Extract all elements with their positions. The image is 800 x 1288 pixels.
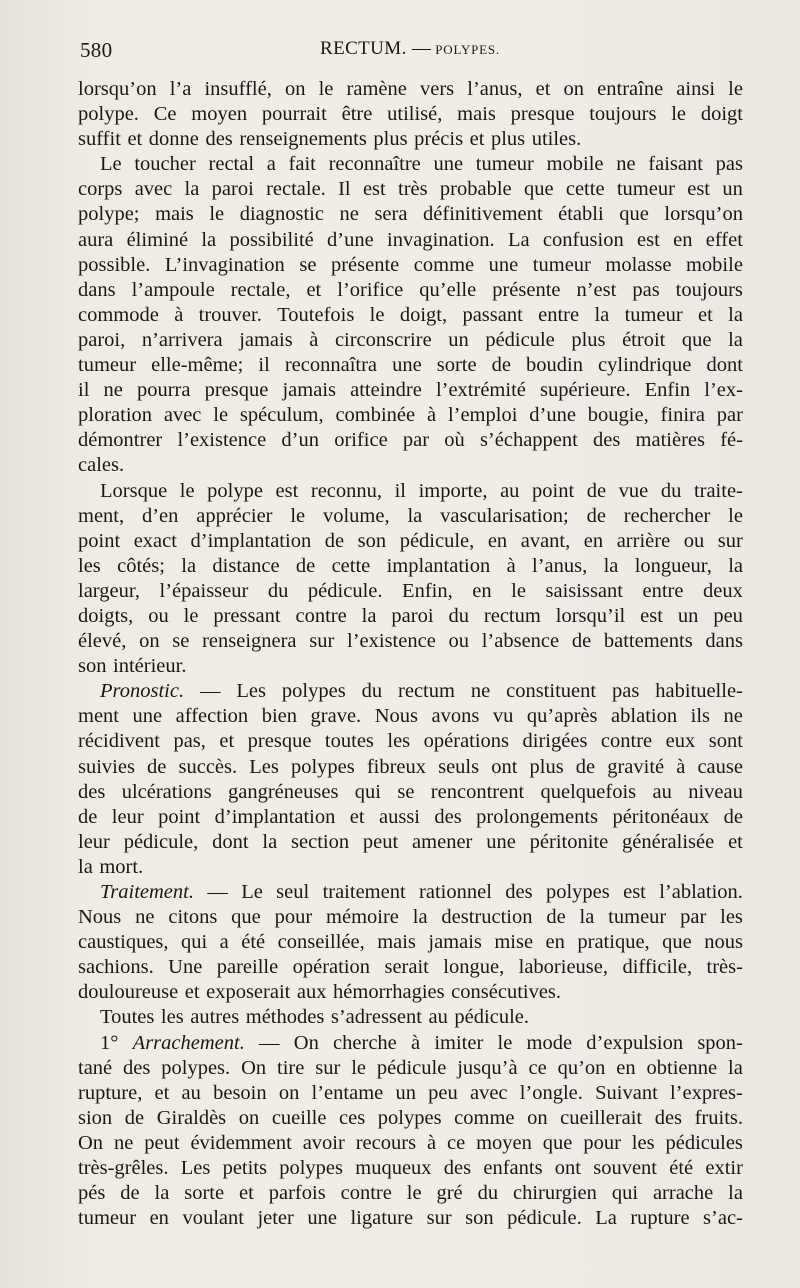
text-line: polype. Ce moyen pourrait être utilisé, mais presque toujours le doigt — [78, 103, 743, 126]
text-line: cales. — [78, 454, 125, 477]
text-line: suivies de succès. Les polypes fibreux seuls ont plus de gravité à cause — [78, 755, 743, 778]
text-line: 1° Arrachement. — On cherche à imiter le mode d’expulsion spon- — [100, 1031, 743, 1054]
text-line: dans l’ampoule rectale, et l’orifice qu’elle présente n’est pas toujours — [78, 278, 743, 301]
page-header — [80, 38, 742, 68]
text-line: tumeur en voulant jeter une ligature sur son pédicule. La rupture s’ac- — [78, 1207, 743, 1230]
text-line: lorsqu’on l’a insufflé, on le ramène vers l’anus, et on entraîne ainsi le — [78, 78, 743, 100]
text-line: commode à trouver. Toutefois le doigt, passant entre la tumeur et la — [78, 303, 743, 326]
text-line: très-grêles. Les petits polypes muqueux des enfants ont souvent été extir — [78, 1157, 743, 1180]
text-line: Pronostic. — Les polypes du rectum ne constituent pas habituelle- — [100, 680, 743, 703]
text-line: Le toucher rectal a fait reconnaître une tumeur mobile ne faisant pas — [100, 153, 743, 176]
text-line: polype; mais le diagnostic ne sera définitivement établi que lorsqu’on — [78, 203, 743, 226]
text-line: paroi, n’arrivera jamais à circonscrire un pédicule plus étroit que la — [78, 328, 743, 351]
text-line: démontrer l’existence d’un orifice par où s’échappent des matières fé- — [78, 429, 743, 452]
text-line: possible. L’invagination se présente comme une tumeur molasse mobile — [78, 253, 743, 276]
text-line: pés de la sorte et parfois contre le gré du chirurgien qui arrache la — [78, 1182, 743, 1205]
body-text — [78, 77, 743, 1231]
text-line: la mort. — [78, 855, 144, 878]
text-line: tumeur elle-même; il reconnaîtra une sorte de boudin cylindrique dont — [78, 354, 743, 377]
text-line: leur pédicule, dont la section peut amener une péritonite généralisée et — [78, 830, 743, 853]
text-line: doigts, ou le pressant contre la paroi du rectum lorsqu’il est un peu — [78, 604, 743, 627]
text-line: caustiques, qui a été conseillée, mais jamais mise en pratique, que nous — [78, 931, 743, 954]
text-line: son intérieur. — [78, 655, 187, 678]
text-line: récidivent pas, et presque toutes les opérations dirigées contre eux sont — [78, 730, 743, 753]
text-line: rupture, et au besoin on l’entame un peu avec l’ongle. Suivant l’expres- — [78, 1081, 743, 1104]
text-line: Traitement. — Le seul traitement rationnel des polypes est l’ablation. — [100, 881, 743, 903]
text-line: suffit et donne des renseignements plus précis et plus utiles. — [78, 128, 582, 151]
text-line: aura éliminé la possibilité d’une invagination. La confusion est en effet — [78, 228, 743, 251]
text-line: Lorsque le polype est reconnu, il importe, au point de vue du traite- — [100, 479, 743, 502]
text-line: douloureuse et exposerait aux hémorrhagies consécutives. — [78, 981, 562, 1004]
text-line: ment une affection bien grave. Nous avons vu qu’après ablation ils ne — [78, 705, 743, 728]
text-line: Nous ne citons que pour mémoire la destruction de la tumeur par les — [78, 906, 743, 929]
text-line: tané des polypes. On tire sur le pédicule jusqu’à ce qu’on en obtienne la — [78, 1056, 743, 1079]
text-line: largeur, l’épaisseur du pédicule. Enfin, en le saisissant entre deux — [78, 579, 743, 602]
text-line: élevé, on se renseignera sur l’existence ou l’absence de battements dans — [78, 630, 743, 653]
text-line: On ne peut évidemment avoir recours à ce moyen que pour les pédicules — [78, 1131, 743, 1154]
text-line: ment, d’en apprécier le volume, la vascularisation; de rechercher le — [78, 504, 743, 527]
text-line: des ulcérations gangréneuses qui se rencontrent quelquefois au niveau — [78, 780, 743, 803]
text-line: sachions. Une pareille opération serait longue, laborieuse, difficile, très- — [78, 956, 743, 979]
text-line: corps avec la paroi rectale. Il est très probable que cette tumeur est un — [78, 178, 743, 201]
text-line: sion de Giraldès on cueille ces polypes comme on cueillerait des fruits. — [78, 1106, 743, 1129]
text-line: il ne pourra presque jamais atteindre l’extrémité supérieure. Enfin l’ex- — [78, 379, 743, 402]
running-title — [320, 38, 500, 60]
text-line: de leur point d’implantation et aussi des prolongements péritonéaux de — [78, 805, 743, 828]
text-line: les côtés; la distance de cette implantation à l’anus, la longueur, la — [78, 554, 743, 577]
page-number: 580 — [80, 38, 113, 62]
text-line: point exact d’implantation de son pédicule, en avant, en arrière ou sur — [78, 529, 743, 552]
running-title-main: RECTUM. — — [320, 38, 432, 59]
text-line: Toutes les autres méthodes s’adressent au pédicule. — [100, 1006, 529, 1029]
running-title-subtitle: POLYPES. — [435, 42, 500, 57]
text-line: ploration avec le spéculum, combinée à l’emploi d’une bougie, finira par — [78, 404, 743, 427]
